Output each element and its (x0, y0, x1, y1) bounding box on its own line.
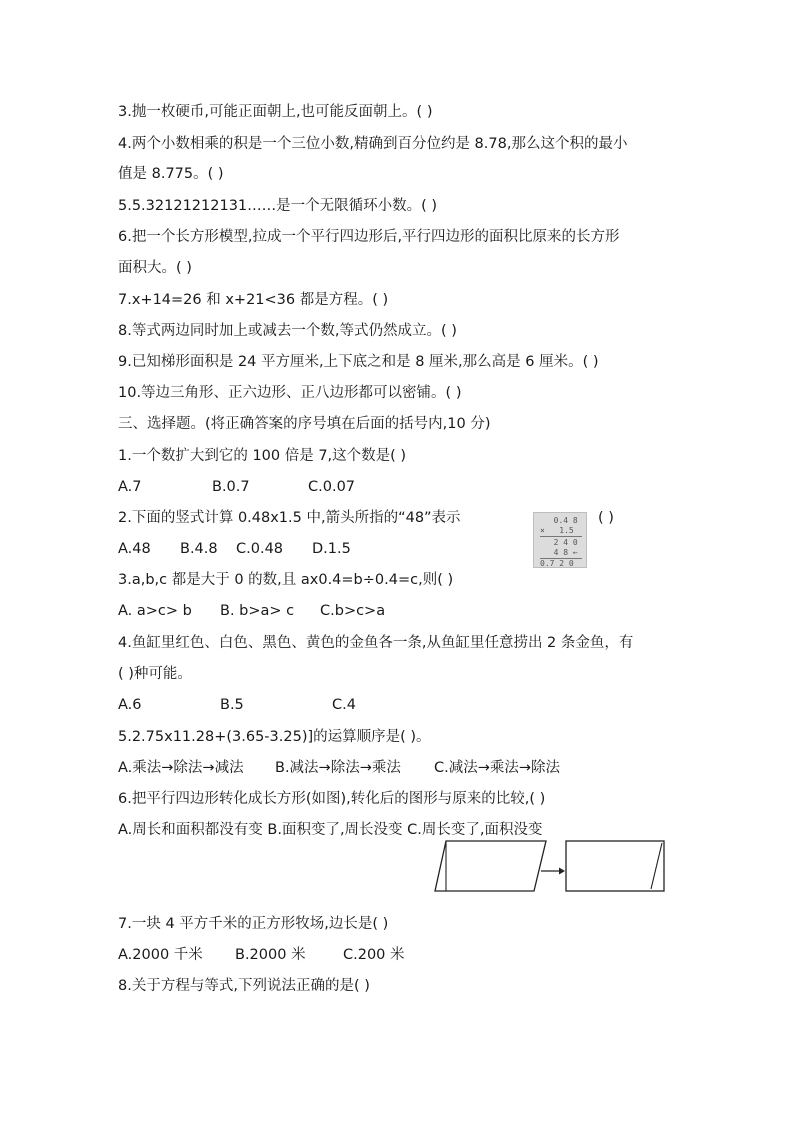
choice-q1-option-b: B.0.7 (212, 479, 250, 495)
choice-q4-option-a: A.6 (118, 697, 142, 713)
vertical-calculation-figure (533, 512, 587, 568)
judgement-q7: 7.x+14=26 和 x+21<36 都是方程。( ) (118, 292, 389, 308)
figure-row: 4 8 ← (544, 548, 578, 557)
choice-q1-option-a: A.7 (118, 479, 142, 495)
figure-rule (540, 536, 582, 537)
choice-q4-option-b: B.5 (220, 697, 244, 713)
choice-q8-stem: 8.关于方程与等式,下列说法正确的是( ) (118, 978, 370, 994)
judgement-q10: 10.等边三角形、正六边形、正八边形都可以密铺。( ) (118, 385, 462, 401)
choice-q5-option-c: C.减法→乘法→除法 (434, 760, 561, 776)
choice-q2-option-a: A.48 (118, 541, 151, 557)
figure-row: 0.7 2 0 (540, 559, 574, 568)
choice-q7-option-c: C.200 米 (343, 947, 405, 963)
parallelogram-to-rectangle-figure (434, 839, 668, 893)
choice-q2-option-c: C.0.48 (236, 541, 284, 557)
choice-q3-stem: 3.a,b,c 都是大于 0 的数,且 ax0.4=b÷0.4=c,则( ) (118, 572, 454, 588)
choice-q3-option-a: A. a>c> b (118, 603, 192, 619)
choice-q7-stem: 7.一块 4 平方千米的正方形牧场,边长是( ) (118, 916, 389, 932)
judgement-q6-line2: 面积大。( ) (118, 260, 192, 276)
judgement-q9: 9.已知梯形面积是 24 平方厘米,上下底之和是 8 厘米,那么高是 6 厘米。( ) (118, 354, 599, 370)
rectangle-cut-line (651, 843, 662, 889)
choice-q5-stem: 5.2.75x11.28+(3.65-3.25)]的运算顺序是( )。 (118, 729, 431, 745)
figure-row: 0.4 8 (544, 516, 578, 525)
figure-row: 2 4 0 (544, 538, 578, 547)
choice-q1-stem: 1.一个数扩大到它的 100 倍是 7,这个数是( ) (118, 448, 407, 464)
choice-q6-options: A.周长和面积都没有变 B.面积变了,周长没变 C.周长变了,面积没变 (118, 822, 543, 838)
section3-heading: 三、选择题。(将正确答案的序号填在后面的括号内,10 分) (118, 416, 491, 432)
choice-q2-option-b: B.4.8 (180, 541, 218, 557)
judgement-q6-line1: 6.把一个长方形模型,拉成一个平行四边形后,平行四边形的面积比原来的长方形 (118, 229, 620, 245)
choice-q2-option-d: D.1.5 (312, 541, 351, 557)
choice-q2-bracket: ( ) (598, 510, 614, 526)
choice-q1-option-c: C.0.07 (308, 479, 356, 495)
transform-arrow-head (559, 868, 565, 875)
choice-q2-stem: 2.下面的竖式计算 0.48x1.5 中,箭头所指的“48”表示 (118, 510, 461, 526)
choice-q4-option-c: C.4 (332, 697, 356, 713)
choice-q3-option-c: C.b>c>a (320, 603, 386, 619)
parallelogram-shape (435, 841, 546, 891)
choice-q3-option-b: B. b>a> c (220, 603, 295, 619)
choice-q5-option-b: B.减法→除法→乘法 (275, 760, 401, 776)
judgement-q4-line2: 值是 8.775。( ) (118, 166, 224, 182)
choice-q7-option-a: A.2000 千米 (118, 947, 203, 963)
judgement-q4-line1: 4.两个小数相乘的积是一个三位小数,精确到百分位约是 8.78,那么这个积的最小 (118, 136, 628, 152)
judgement-q8: 8.等式两边同时加上或减去一个数,等式仍然成立。( ) (118, 323, 457, 339)
judgement-q3: 3.抛一枚硬币,可能正面朝上,也可能反面朝上。( ) (118, 104, 433, 120)
rectangle-shape (566, 841, 664, 891)
choice-q4-stem-line2: ( )种可能。 (118, 666, 192, 682)
choice-q6-stem: 6.把平行四边形转化成长方形(如图),转化后的图形与原来的比较,( ) (118, 791, 546, 807)
figure-row: × 1.5 (540, 526, 574, 535)
choice-q5-option-a: A.乘法→除法→减法 (118, 760, 244, 776)
judgement-q5: 5.5.32121212131……是一个无限循环小数。( ) (118, 198, 438, 214)
choice-q7-option-b: B.2000 米 (235, 947, 306, 963)
choice-q4-stem-line1: 4.鱼缸里红色、白色、黑色、黄色的金鱼各一条,从鱼缸里任意捞出 2 条金鱼，有 (118, 635, 634, 651)
